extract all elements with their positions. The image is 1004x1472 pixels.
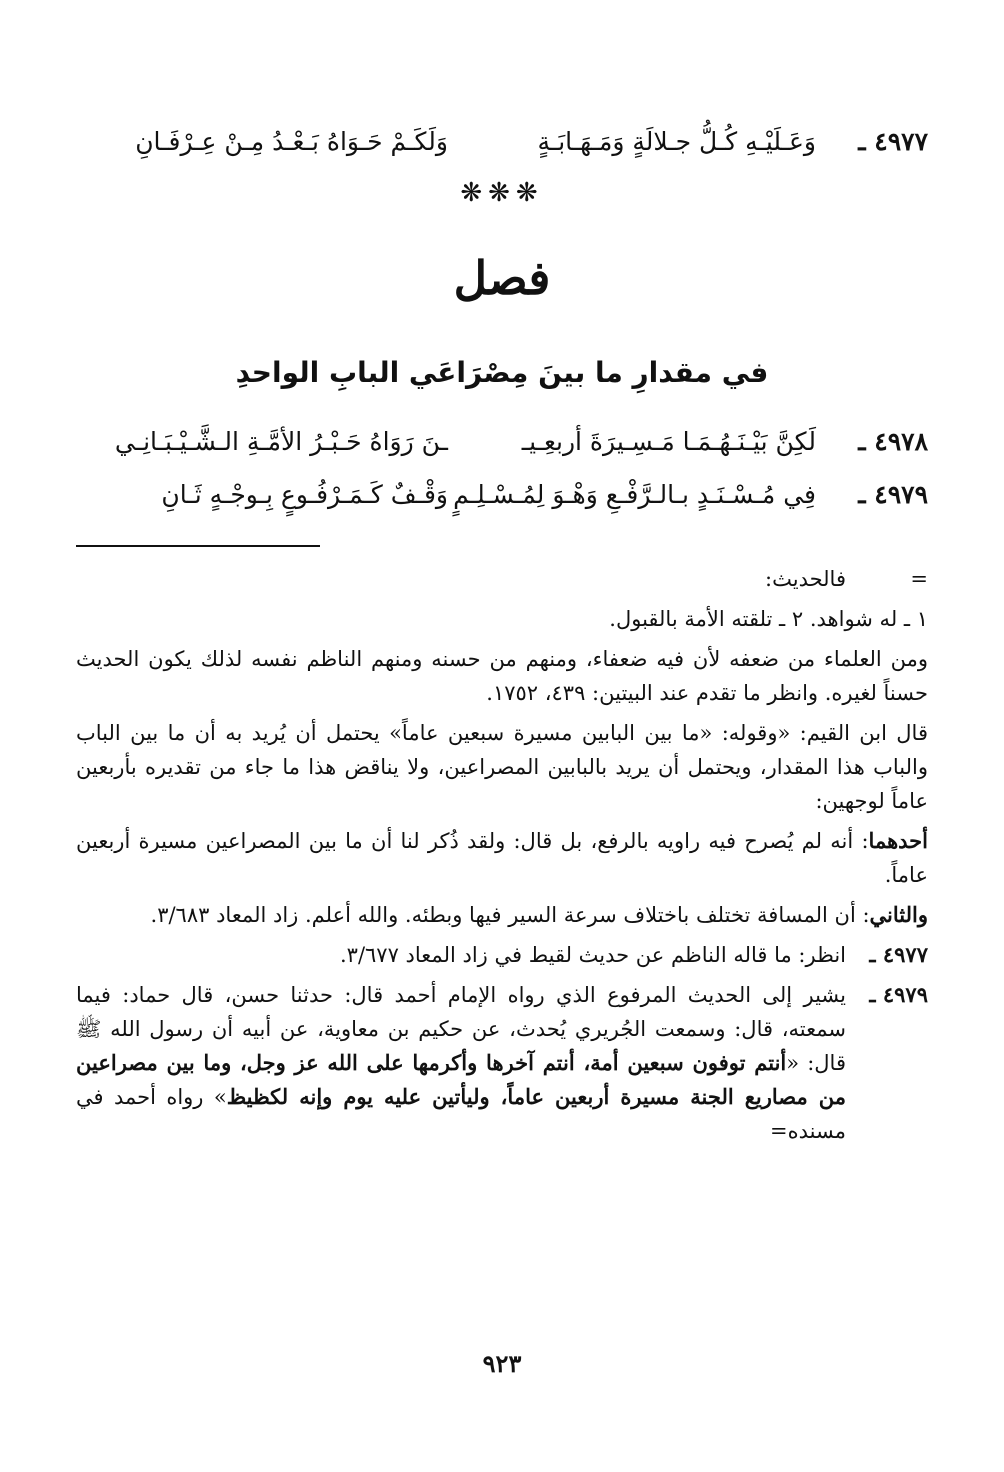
verse-line xyxy=(76,472,928,518)
footnotes-area xyxy=(76,562,928,1154)
footnote-item xyxy=(76,978,928,1148)
note-paragraph: قال ابن القيم: «وقوله: «ما بين البابين مسيرة سبعين عاماً» يحتمل أن يُريد به أن ما بين الباب والباب هذا المقدار، ويحتمل أن يريد بالبابين المصراعين، ولا يناقض هذا ما جاء من تقديره بأربعين عاماً لوجهين: xyxy=(76,721,928,813)
hadith-intro: فالحديث: xyxy=(765,567,846,591)
verse-line xyxy=(76,419,928,465)
verse-second-hemistich: وَقْـفٌ كَـمَـرْفُـوعٍ بِـوجْـهٍ ثَـانِ xyxy=(161,480,448,509)
note-paragraph xyxy=(76,898,928,932)
note-line: ١ ـ له شواهد. ٢ ـ تلقته الأمة بالقبول. xyxy=(609,607,928,631)
footnote-number: ٤٩٧٧ ـ xyxy=(869,942,928,967)
page-number: ٩٢٣ xyxy=(482,1349,522,1378)
note-paragraph: ومن العلماء من ضعفه لأن فيه ضعفاء، ومنهم من حسنه ومنهم الناظم نفسه لذلك يكون الحديث حسناً لغيره. وانظر ما تقدم عند البيتين: ٤٣٩، ١٧٥٢. xyxy=(76,647,928,705)
note-text: : أنه لم يُصرح فيه راويه بالرفع، بل قال: ولقد ذُكر لنا أن ما بين المصراعين مسيرة أربعين عاماً. xyxy=(76,829,928,887)
verse-number: ٤٩٧٧ ـ xyxy=(858,127,928,156)
verse-number: ٤٩٧٩ ـ xyxy=(858,480,928,509)
footnote-item xyxy=(76,938,928,972)
verse-line xyxy=(76,119,928,165)
footnote-text-part: » رواه أحمد في مسنده= xyxy=(76,1085,846,1143)
verse-second-hemistich: وَلَكَـمْ حَـوَاهُ بَـعْـدُ مِـنْ عِـرْفَـانِ xyxy=(135,127,448,156)
chapter-title: في مقدارِ ما بينَ مِصْرَاعَي البابِ الواحدِ xyxy=(235,356,769,389)
verse-second-hemistich: ـنَ رَوَاهُ حَـبْـرُ الأمَّـةِ الـشَّـيْـبَـانِـي xyxy=(114,427,448,456)
verse-first-hemistich: وَعَـلَيْـهِ كُـلُّ جـلالَةٍ وَمَـهَـابَـةٍ xyxy=(537,127,816,156)
footnote-number: ٤٩٧٩ ـ xyxy=(869,982,928,1007)
verse-number: ٤٩٧٨ ـ xyxy=(858,427,928,456)
note-text: : أن المسافة تختلف باختلاف سرعة السير فيها وبطئه. والله أعلم. زاد المعاد ٣/٦٨٣. xyxy=(150,903,870,927)
section-separator: ❋❋❋ xyxy=(460,178,544,208)
hadith-quote: أنتم توفون سبعين أمة، أنتم آخرها وأكرمها على الله عز وجل، وما بين مصراعين من مصاريع الجنة مسيرة أربعين عاماً، وليأتين عليه يوم وإنه لكظيظ xyxy=(76,1050,846,1109)
section-heading: فصل xyxy=(453,251,551,305)
continuation-mark: = xyxy=(910,567,928,591)
verse-first-hemistich: فِي مُـسْـنَـدٍ بـالـرَّفْـعِ وَهْـوَ لِمُـسْـلِـمٍ xyxy=(453,480,816,509)
verse-first-hemistich: لَكِنَّ بَيْـنَـهُـمَـا مَـسِـيرَةَ أربعِـيـ xyxy=(521,427,816,456)
note-label: والثاني xyxy=(869,902,928,927)
footnote-divider xyxy=(76,545,320,547)
footnote-text xyxy=(76,978,846,1148)
note-paragraph xyxy=(76,824,928,892)
footnote-text: انظر: ما قاله الناظم عن حديث لقيط في زاد المعاد ٣/٦٧٧. xyxy=(339,943,846,967)
note-label: أحدهما xyxy=(868,828,928,853)
footnote-text-part: يشير إلى الحديث المرفوع الذي رواه الإمام أحمد قال: حدثنا حسن، قال حماد: فيما سمعته، قال: وسمعت الجُريري يُحدث، عن حكيم بن معاوية، عن أبيه أن رسول الله ﷺ قال: « xyxy=(76,983,846,1075)
